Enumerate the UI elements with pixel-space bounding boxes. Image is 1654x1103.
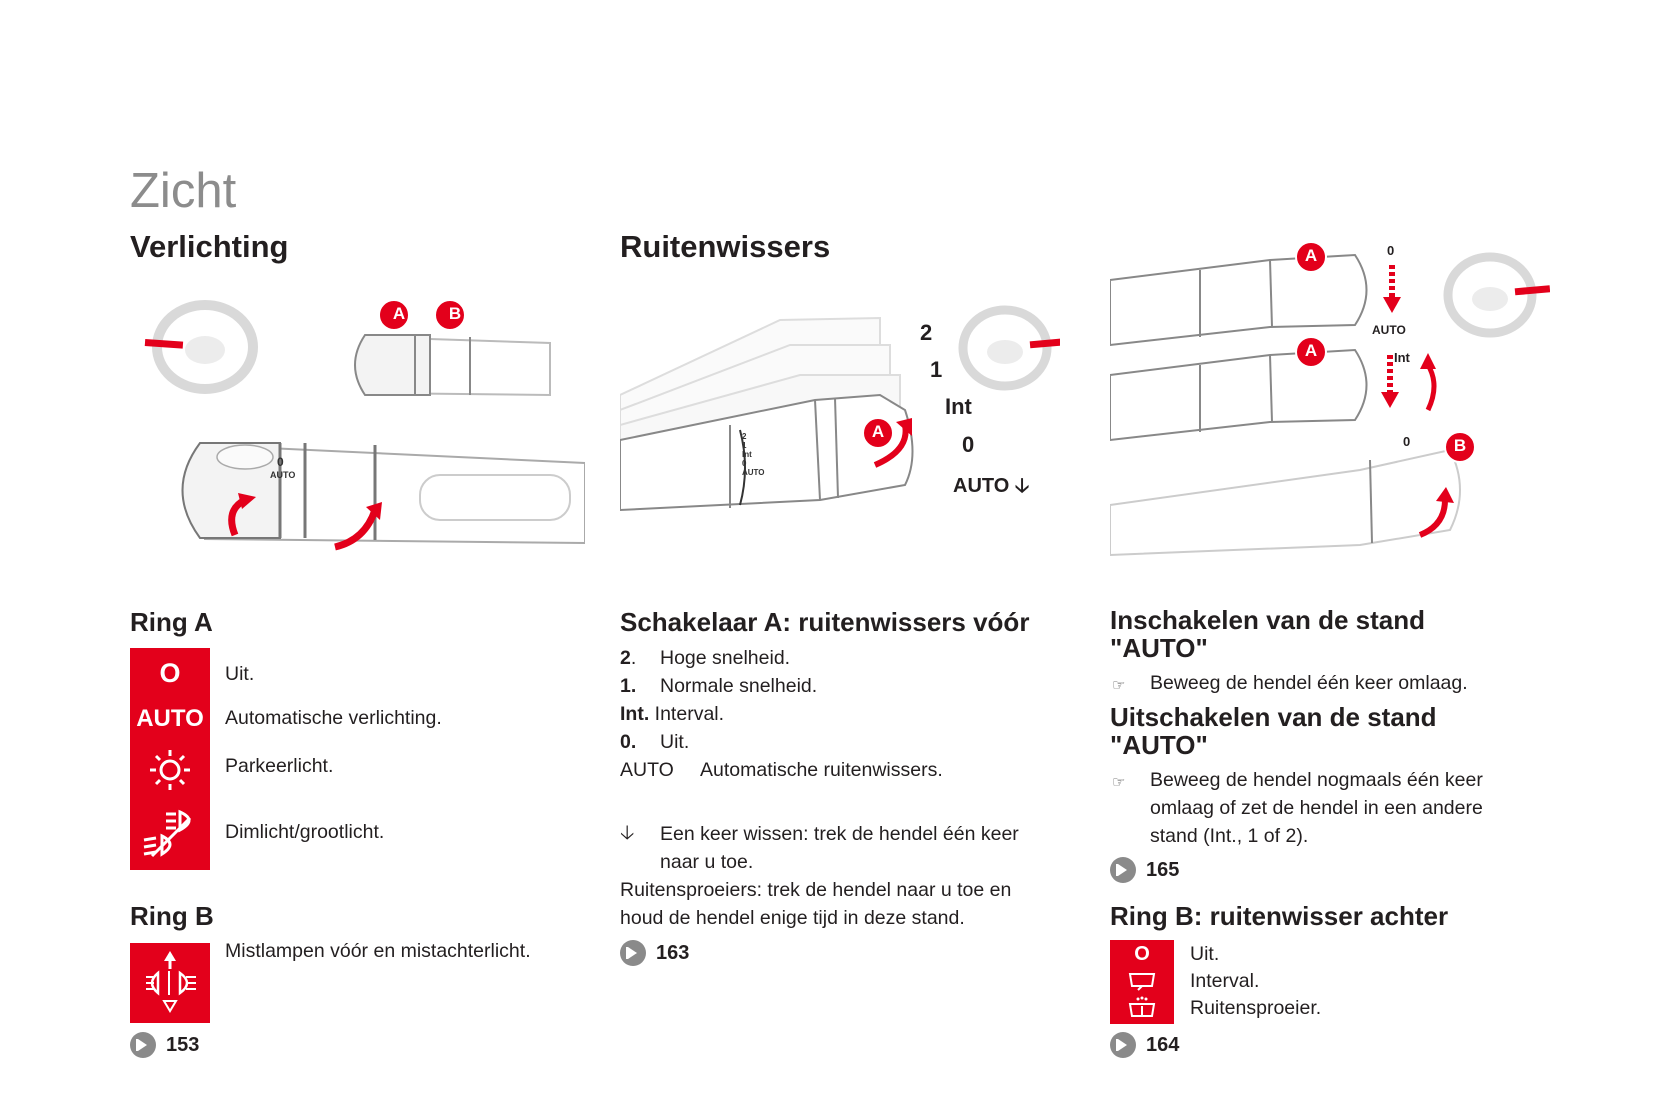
wiper-item-2: 2. Hoge snelheid. bbox=[620, 647, 791, 669]
wiper-illus-label-a: A bbox=[871, 422, 885, 441]
wiper-pos-auto: AUTO 🡣 bbox=[953, 475, 1030, 497]
front-wiper-illustration bbox=[620, 300, 1060, 550]
wiper-item-int: Int. Interval. bbox=[620, 703, 725, 725]
ring-a-heading: Ring A bbox=[130, 607, 213, 637]
rear-wiper-icon-box bbox=[1110, 940, 1174, 1024]
ring-b-heading: Ring B bbox=[130, 901, 214, 931]
page-ref-icon bbox=[1110, 1032, 1136, 1058]
stalk-scale: 2 1 Int 0 AUTO bbox=[742, 432, 765, 477]
auto-on-heading: Inschakelen van de stand "AUTO" bbox=[1110, 605, 1426, 663]
rear-item-uit: Uit. bbox=[1190, 943, 1220, 965]
off-zero-icon: O bbox=[1134, 943, 1150, 965]
switch-a-heading: Schakelaar A: ruitenwissers vóór bbox=[620, 607, 1030, 637]
auto-icon: AUTO bbox=[136, 705, 204, 732]
ref-163[interactable]: 163 bbox=[620, 940, 689, 966]
auto-bottom-label-b: B bbox=[1453, 436, 1467, 455]
auto-off-text: Beweeg de hendel nogmaals één keer omlaag of zet de hendel in een andere stand (Int., 1 of 2). bbox=[1150, 769, 1483, 847]
wiper-pos-int: Int bbox=[945, 394, 972, 419]
ring-a-item-auto: Automatische verlichting. bbox=[225, 707, 442, 729]
ring-a-item-beam: Dimlicht/grootlicht. bbox=[225, 821, 385, 843]
wiper-pos-2: 2 bbox=[920, 320, 933, 345]
steering-wheel-icon bbox=[963, 310, 1060, 386]
steering-wheel-icon bbox=[1448, 257, 1550, 333]
fog-lamp-icon bbox=[142, 949, 198, 1017]
auto-mid-pos-0: 0 bbox=[1403, 434, 1411, 449]
auto-mid-label-a: A bbox=[1304, 341, 1318, 360]
steering-wheel-icon bbox=[145, 305, 253, 389]
illus-label-a: A bbox=[392, 304, 406, 323]
ref-165[interactable]: 165 bbox=[1110, 857, 1179, 883]
wiper-pos-0: 0 bbox=[962, 432, 975, 457]
lighting-stalk-illustration bbox=[130, 295, 585, 565]
ring-b-item-fog: Mistlampen vóór en mistachterlicht. bbox=[225, 940, 531, 962]
auto-mid-pos-int: Int bbox=[1394, 350, 1410, 365]
one-wipe-text: Een keer wissen: trek de hendel één keer naar u toe. bbox=[660, 823, 1019, 873]
auto-on-text: Beweeg de hendel één keer omlaag. bbox=[1150, 672, 1468, 694]
section-title-verlichting: Verlichting bbox=[130, 229, 289, 264]
off-zero-icon: O bbox=[159, 658, 181, 688]
rear-item-interval: Interval. bbox=[1190, 970, 1260, 992]
wiper-item-0: 0. Uit. bbox=[620, 731, 690, 753]
hand-pointer-icon: ☞ bbox=[1112, 677, 1126, 694]
wiper-pos-1: 1 bbox=[930, 357, 943, 382]
ring-b-icon-box bbox=[130, 943, 210, 1023]
ring-a-item-uit: Uit. bbox=[225, 663, 255, 685]
page-ref-icon bbox=[130, 1032, 156, 1058]
auto-top-pos-auto: AUTO bbox=[1372, 323, 1406, 337]
rear-item-washer: Ruitensproeier. bbox=[1190, 997, 1322, 1019]
wiper-item-1: 1. Normale snelheid. bbox=[620, 675, 818, 697]
rear-washer-icon bbox=[1128, 996, 1156, 1022]
wiper-item-auto: AUTO Automatische ruitenwissers. bbox=[620, 759, 943, 781]
auto-wiper-illustration bbox=[1110, 235, 1550, 585]
hand-pointer-icon: ☞ bbox=[1112, 774, 1126, 791]
rear-wiper-heading: Ring B: ruitenwisser achter bbox=[1110, 901, 1449, 931]
illus-label-b: B bbox=[448, 304, 462, 323]
auto-off-heading: Uitschakelen van de stand "AUTO" bbox=[1110, 702, 1437, 760]
stalk-pos-auto: AUTO bbox=[270, 470, 296, 480]
page-ref-icon bbox=[1110, 857, 1136, 883]
arrow-down-icon: 🡣 bbox=[620, 822, 635, 844]
dipped-main-beam-icon bbox=[140, 808, 202, 860]
washer-text: Ruitensproeiers: trek de hendel naar u toe en houd de hendel enige tijd in deze stand. bbox=[620, 879, 1012, 929]
ref-153[interactable]: 153 bbox=[130, 1032, 199, 1058]
ref-164[interactable]: 164 bbox=[1110, 1032, 1179, 1058]
page-title: Zicht bbox=[130, 164, 237, 218]
rear-wiper-interval-icon bbox=[1128, 970, 1156, 992]
stalk-pos-0: 0 bbox=[277, 455, 284, 469]
auto-top-label-a: A bbox=[1304, 246, 1318, 265]
parking-light-icon bbox=[150, 748, 190, 792]
arrow-down-icon: 🡣 bbox=[1009, 475, 1030, 497]
ring-a-icon-box bbox=[130, 648, 210, 870]
page-ref-icon bbox=[620, 940, 646, 966]
auto-top-pos-0: 0 bbox=[1387, 243, 1395, 258]
section-title-ruitenwissers: Ruitenwissers bbox=[620, 229, 831, 264]
ring-a-item-parking: Parkeerlicht. bbox=[225, 755, 334, 777]
